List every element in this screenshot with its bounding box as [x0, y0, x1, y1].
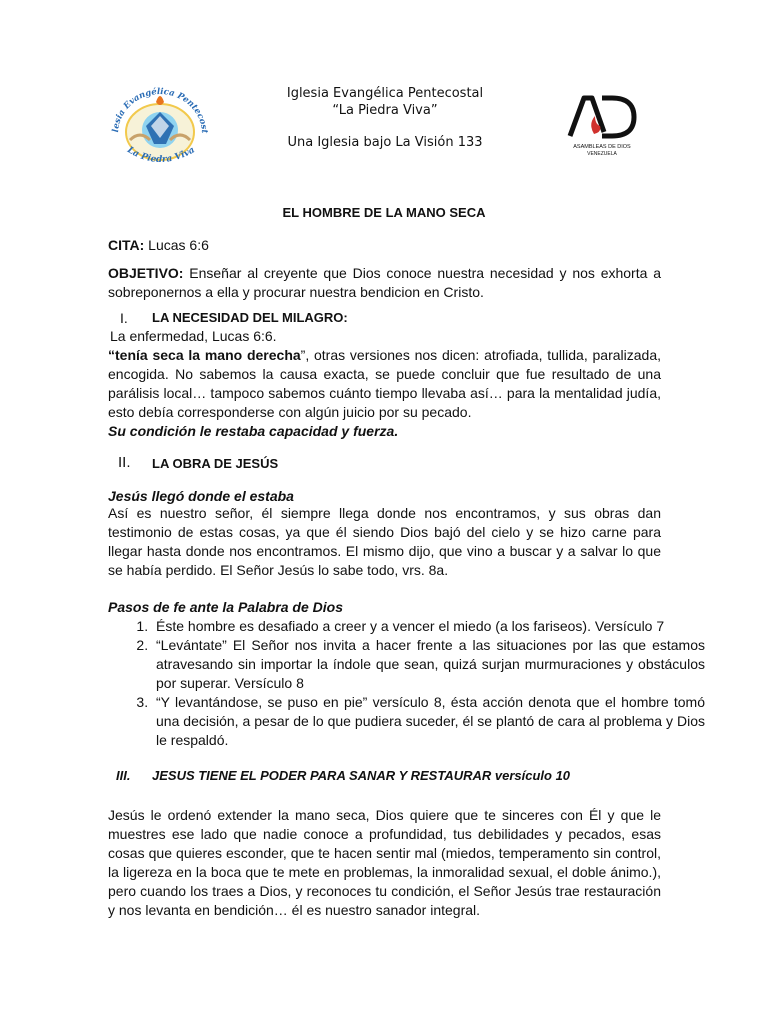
church-subtitle: “La Piedra Viva” [332, 103, 438, 118]
logo-line1: ASAMBLEAS DE DIOS [573, 144, 631, 150]
section1-body: ”, otras versiones nos dicen: atrofiada, tullida, paralizada, encogida. No sabemos la causa exacta, se puede concluir que fue resultado de una parálisis local… tampoco sabemos cuánto tiempo llevaba así… para la mentalidad judía, esto debía corresponderse con algún juicio por su pecado. [108, 347, 661, 420]
church-logo [106, 82, 214, 174]
church-tagline: Una Iglesia bajo La Visión 133 [287, 135, 483, 150]
asambleas-de-dios-logo [560, 92, 644, 172]
cita-label: CITA: [108, 237, 145, 253]
section2-heading: LA OBRA DE JESÚS [152, 456, 279, 471]
faith-step: 1. Éste hombre es desafiado a creer y a vencer el miedo (a los fariseos). Versículo 7 [152, 617, 705, 636]
church-name: Iglesia Evangélica Pentecostal [286, 86, 484, 101]
objetivo-text: Enseñar al creyente que Dios conoce nuestra necesidad y nos exhorta a sobreponernos a ella y procurar nuestra bendicion en Cristo. [108, 265, 661, 300]
sermon-title: EL HOMBRE DE LA MANO SECA [282, 205, 486, 220]
section1-quote: “tenía seca la mano derecha [108, 347, 301, 363]
objetivo-paragraph [108, 264, 661, 302]
section3-heading: JESUS TIENE EL PODER PARA SANAR Y RESTAURAR versículo 10 [152, 768, 571, 783]
section1-heading: LA NECESIDAD DEL MILAGRO: [152, 310, 348, 325]
section3-paragraph: Jesús le ordenó extender la mano seca, Dios quiere que te sinceres con Él y que le muestres ese lado que nadie conoce a profundidad, tus debilidades y pecados, esas cosas que quieres esconder, que te hacen sentir mal (miedos, temperamento sin control, la ligereza en la boca que te mete en problemas, la inmoralidad sexual, el doble ánimo.), pero cuando los traes a Dios, y reconoces tu condición, el Señor Jesús trae restauración y nos levanta en bendición… él es nuestro sanador integral. [108, 807, 661, 918]
objetivo-label: OBJETIVO: [108, 265, 184, 281]
faith-step: 3. “Y levantándose, se puso en pie” versículo 8, ésta acción denota que el hombre tomó una decisión, a pesar de lo que pudiera suceder, él se plantó de cara al problema y Dios le respaldó. [152, 693, 705, 750]
section2-number: II. [118, 454, 131, 471]
faith-step: 2. “Levántate” El Señor nos invita a hacer frente a las situaciones por las que estamos atravesando sin importar la índole que sean, quizá surjan murmuraciones y obstáculos por superar. Versículo 8 [152, 636, 705, 693]
section2-subheading1: Jesús llegó donde el estaba [108, 488, 294, 504]
section2-paragraph1: Así es nuestro señor, él siempre llega donde nos encontramos, y sus obras dan testimonio de estas cosas, ya que él siendo Dios bajó del cielo y se hizo carne para llegar hasta donde nos encontramos. El mismo dijo, que vino a buscar y a salvar lo que se había perdido. El Señor Jesús lo sabe todo, vrs. 8a. [108, 505, 661, 578]
cita-line [108, 236, 661, 255]
section1-intro: La enfermedad, Lucas 6:6. [110, 328, 277, 344]
faith-steps-list [108, 617, 705, 750]
section1-paragraph [108, 346, 661, 422]
section1-number: I. [120, 310, 128, 326]
section3-number: III. [116, 768, 131, 783]
logo-line2: VENEZUELA [587, 151, 617, 157]
cita-value: Lucas 6:6 [144, 237, 209, 253]
section2-subheading2: Pasos de fe ante la Palabra de Dios [108, 599, 343, 615]
logo-bottom-text: La Piedra Viva [125, 145, 197, 166]
logo-top-text: lesia Evangélica Pentecost [111, 86, 210, 134]
section1-conclusion: Su condición le restaba capacidad y fuerza. [108, 423, 399, 439]
